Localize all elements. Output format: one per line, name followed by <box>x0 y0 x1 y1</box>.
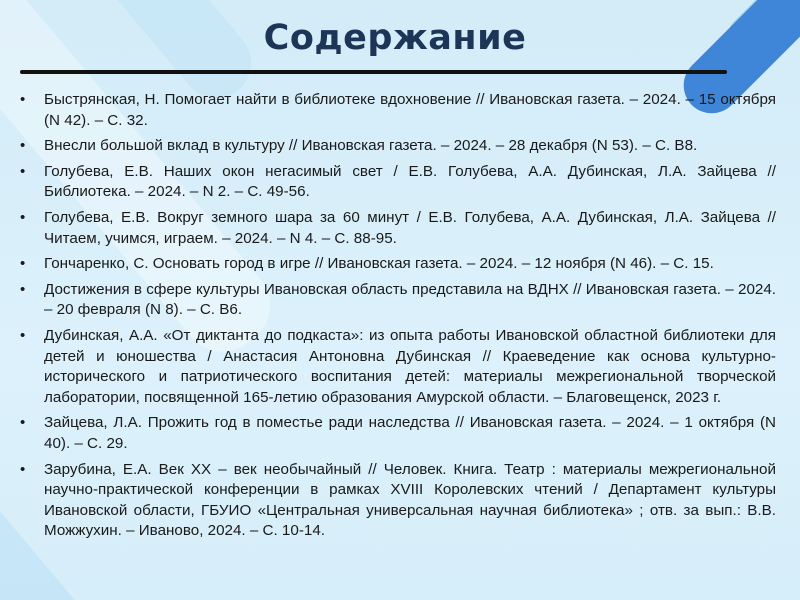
slide-title: Содержание <box>263 18 527 58</box>
bibliography-entry: • Быстрянская, Н. Помогает найти в библиотеке вдохновение // Ивановская газета. – 2024. – 15 октября (N 42). – С. 32. <box>18 90 776 131</box>
bibliography-entry: • Достижения в сфере культуры Ивановская область представила на ВДНХ // Ивановская газета. – 2024. – 20 февраля (N 8). – С. В6. <box>18 280 776 321</box>
title-underline <box>20 70 727 74</box>
bibliography-entry: • Гончаренко, С. Основать город в игре // Ивановская газета. – 2024. – 12 ноября (N 46). – С. 15. <box>18 254 776 275</box>
bibliography-entry: • Дубинская, А.А. «От диктанта до подкаста»: из опыта работы Ивановской областной библиотеки для детей и юношества / Анастасия Антоновна Дубинская // Краеведение как основа культурно-исторического и патриотического воспитания детей: материалы межрегиональной творческой лаборатории, посвященной 165-летию образования Амурской области. – Благовещенск, 2023 г. <box>18 326 776 408</box>
bibliography-entry: • Голубева, Е.В. Вокруг земного шара за 60 минут / Е.В. Голубева, А.А. Дубинская, Л.А. Зайцева // Читаем, учимся, играем. – 2024. – N 4. – С. 88-95. <box>18 208 776 249</box>
bibliography-list <box>18 90 776 547</box>
bibliography-entry: • Голубева, Е.В. Наших окон негасимый свет / Е.В. Голубева, А.А. Дубинская, Л.А. Зайцева // Библиотека. – 2024. – N 2. – С. 49-56. <box>18 162 776 203</box>
bibliography-entry: • Зарубина, Е.А. Век XX – век необычайный // Человек. Книга. Театр : материалы межрегиональной научно-практической конференции в рамках XVIII Королевских чтений / Департамент культуры Ивановской области, ГБУИО «Центральная универсальная научная библиотека» ; отв. за вып.: В.В. Можжухин. – Иваново, 2024. – С. 10-14. <box>18 460 776 542</box>
bibliography-entry: • Зайцева, Л.А. Прожить год в поместье ради наследства // Ивановская газета. – 2024. – 1 октября (N 40). – С. 29. <box>18 413 776 454</box>
bibliography-entry: • Внесли большой вклад в культуру // Ивановская газета. – 2024. – 28 декабря (N 53). – С. В8. <box>18 136 776 157</box>
